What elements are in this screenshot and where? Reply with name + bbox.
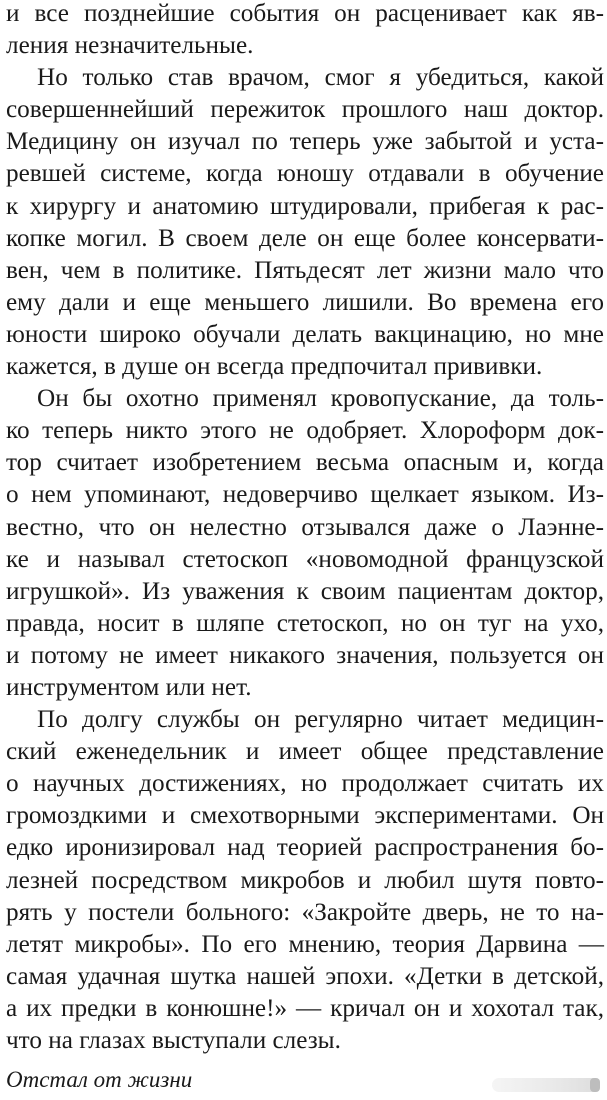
text-line: летят микробы». По его мнению, теория Дарвина — xyxy=(6,930,604,958)
text-line: Он бы охотно применял кровопускание, да толь- xyxy=(37,385,604,413)
watermark-mark xyxy=(590,1078,600,1092)
text-line: лезней посредством микробов и любил шутя повто- xyxy=(6,866,604,894)
text-line: о нем упоминают, недоверчиво щелкает языком. Из- xyxy=(6,481,604,509)
paragraph xyxy=(6,0,604,62)
text-line: рять у постели больного: «Закройте дверь, не то на- xyxy=(6,898,604,926)
text-line: а их предки в конюшне!» — кричал он и хохотал так, xyxy=(6,994,604,1022)
text-line: к хирургу и анатомию штудировали, прибегая к рас- xyxy=(6,192,604,220)
text-line: правда, носит в шляпе стетоскоп, но он туг на ухо, xyxy=(6,609,604,637)
text-line: ревшей системе, когда юношу отдавали в обучение xyxy=(6,160,604,188)
text-line: кажется, в душе он всегда предпочитал прививки. xyxy=(6,353,543,381)
paragraph xyxy=(6,704,604,1057)
text-line: совершеннейший пережиток прошлого наш доктор. xyxy=(6,96,604,124)
watermark-logo xyxy=(492,1078,600,1092)
text-line: игрушкой». Из уважения к своим пациентам доктор, xyxy=(6,577,604,605)
text-line: вестно, что он нелестно отзывался даже о Лаэнне- xyxy=(6,513,604,541)
body-text xyxy=(6,0,604,1057)
text-line: ский еженедельник и имеет общее представление xyxy=(6,738,604,766)
text-line: Медицину он изучал по теперь уже забытой и уста- xyxy=(6,128,604,156)
text-line: и все позднейшие события он расценивает как яв- xyxy=(6,0,604,27)
text-line: ему дали и еще меньшего лишили. Во времена его xyxy=(6,288,604,316)
text-line: ления незначительные. xyxy=(6,32,254,60)
text-line: По долгу службы он регулярно читает медицин- xyxy=(37,706,604,734)
text-line: самая удачная шутка нашей эпохи. «Детки в детской, xyxy=(6,962,604,990)
running-footer-title: Отстал от жизни xyxy=(6,1067,193,1092)
text-line: инструментом или нет. xyxy=(6,673,252,701)
text-line: ко теперь никто этого не одобряет. Хлороформ док- xyxy=(6,417,604,445)
text-line: тор считает изобретением весьма опасным и, когда xyxy=(6,449,604,477)
text-line: громоздкими и смехотворными экспериментами. Он xyxy=(6,802,604,830)
text-line: едко иронизировал над теорией распространения бо- xyxy=(6,834,604,862)
text-line: о научных достижениях, но продолжает считать их xyxy=(6,770,604,798)
text-line: вен, чем в политике. Пятьдесят лет жизни мало что xyxy=(6,256,604,284)
paragraph xyxy=(6,62,604,383)
text-line: что на глазах выступали слезы. xyxy=(6,1027,341,1054)
paragraph xyxy=(6,383,604,704)
text-line: юности широко обучали делать вакцинацию, но мне xyxy=(6,320,604,348)
text-line: и потому не имеет никакого значения, пользуется он xyxy=(6,641,604,669)
text-line: ке и называл стетоскоп «новомодной французской xyxy=(6,545,604,573)
text-line: Но только став врачом, смог я убедиться, какой xyxy=(37,64,604,92)
text-line: копке могил. В своем деле он еще более консервати- xyxy=(6,224,604,252)
